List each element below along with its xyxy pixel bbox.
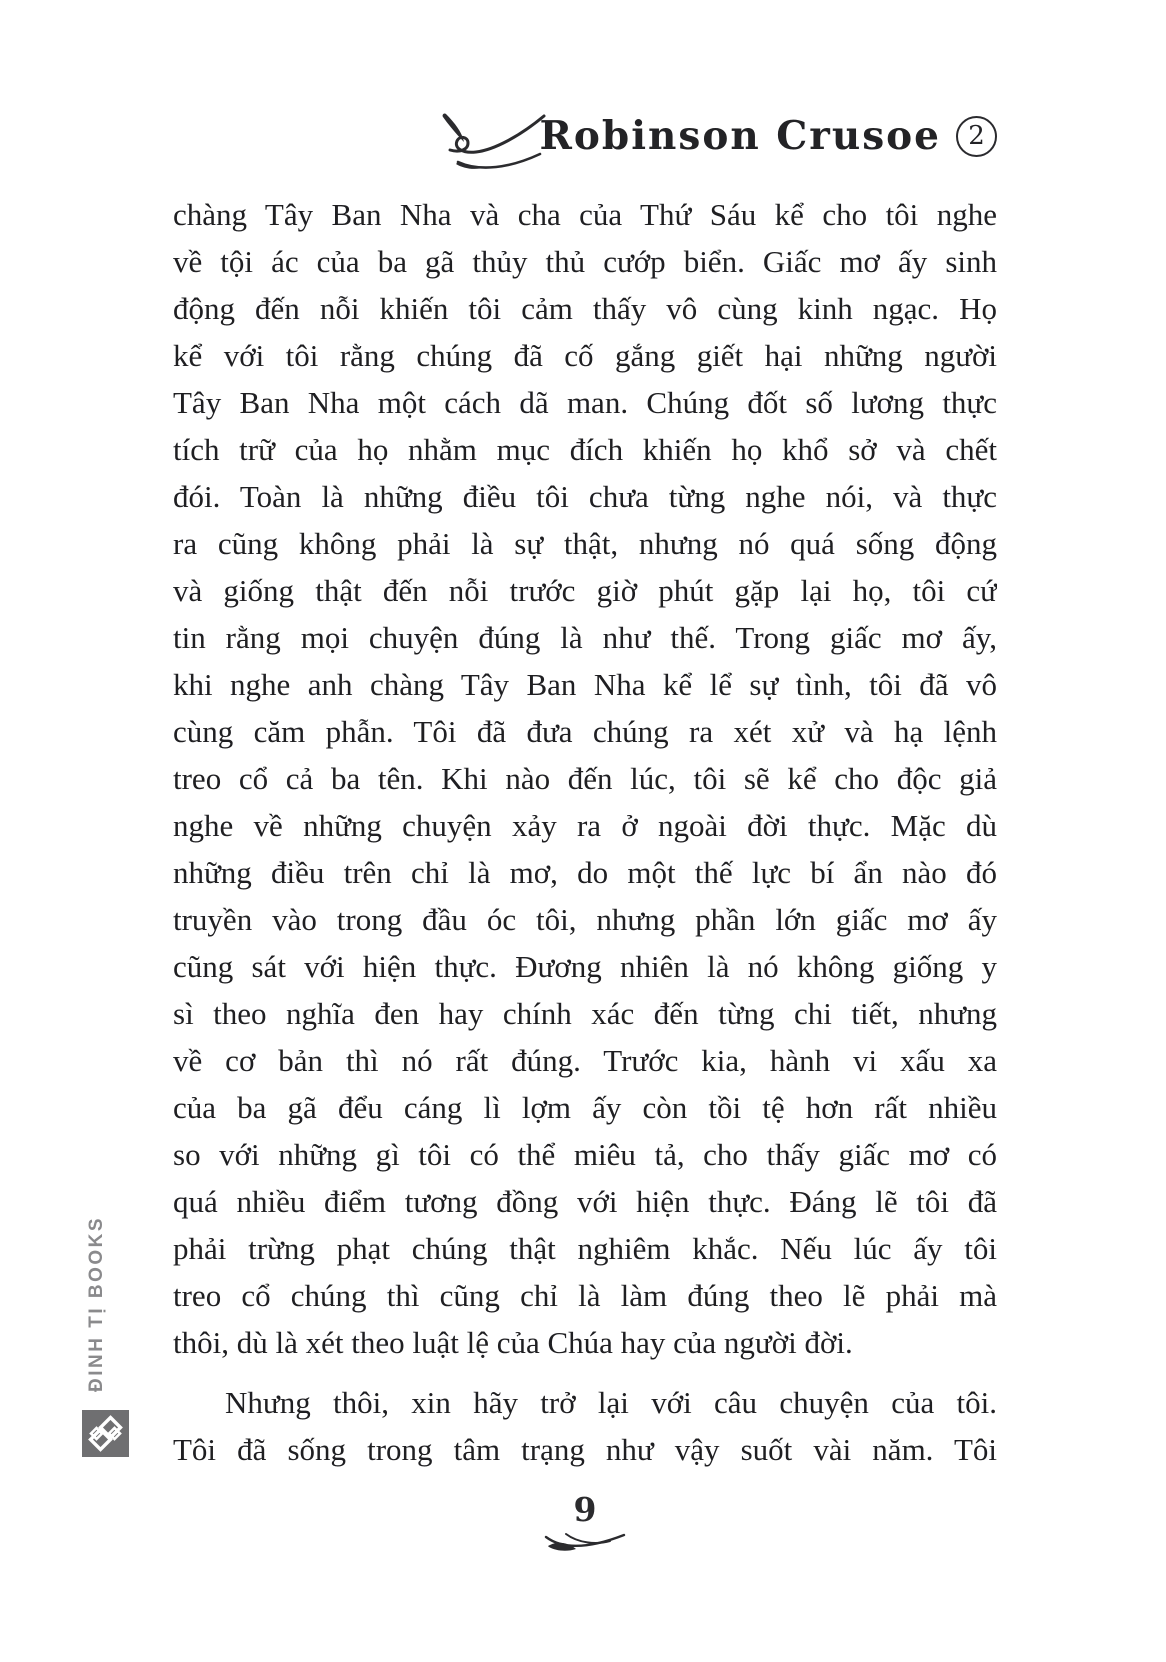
text-line: động đến nỗi khiến tôi cảm thấy vô cùng kinh ngạc. Họ: [173, 291, 997, 326]
text-line: cũng sát với hiện thực. Đương nhiên là nó không giống y: [173, 949, 997, 984]
text-line: của ba gã đểu cáng lì lợm ấy còn tồi tệ hơn rất nhiều: [173, 1090, 997, 1125]
paragraph: [173, 192, 997, 1367]
text-line: về cơ bản thì nó rất đúng. Trước kia, hành vi xấu xa: [173, 1043, 997, 1078]
text-line: sì theo nghĩa đen hay chính xác đến từng chi tiết, nhưng: [173, 996, 997, 1031]
paragraph: [173, 1380, 997, 1474]
text-line: treo cổ cả ba tên. Khi nào đến lúc, tôi sẽ kể cho độc giả: [173, 761, 997, 796]
text-line: ra cũng không phải là sự thật, nhưng nó quá sống động: [173, 526, 997, 561]
header-flourish-icon: [436, 110, 548, 188]
diamond-logo-icon: [82, 1410, 129, 1457]
text-line: chàng Tây Ban Nha và cha của Thứ Sáu kể cho tôi nghe: [173, 197, 997, 232]
text-line: Tôi đã sống trong tâm trạng như vậy suốt vài năm. Tôi: [173, 1432, 997, 1467]
text-line: truyền vào trong đầu óc tôi, nhưng phần lớn giấc mơ ấy: [173, 902, 997, 937]
body-text: [173, 192, 997, 1474]
book-title: Robinson Crusoe: [539, 113, 941, 159]
volume-number-badge: 2: [956, 116, 997, 157]
publisher-name: ĐINH TỊ BOOKS: [86, 1215, 107, 1392]
text-line: tích trữ của họ nhằm mục đích khiến họ khổ sở và chết: [173, 432, 997, 467]
text-line: nghe về những chuyện xảy ra ở ngoài đời thực. Mặc dù: [173, 808, 997, 843]
text-line: kể với tôi rằng chúng đã cố gắng giết hại những người: [173, 338, 997, 373]
page-header: [436, 96, 998, 176]
footer-flourish-icon: [540, 1529, 630, 1555]
text-line: quá nhiều điểm tương đồng với hiện thực. Đáng lẽ tôi đã: [173, 1184, 997, 1219]
text-line: Tây Ban Nha một cách dã man. Chúng đốt số lương thực: [173, 385, 997, 420]
page-footer: [173, 1492, 997, 1560]
page-number: 9: [573, 1490, 597, 1529]
publisher-logo: [82, 1410, 129, 1457]
text-line: treo cổ chúng thì cũng chỉ là làm đúng theo lẽ phải mà: [173, 1278, 997, 1313]
text-line: tin rằng mọi chuyện đúng là như thế. Trong giấc mơ ấy,: [173, 620, 997, 655]
text-line: thôi, dù là xét theo luật lệ của Chúa hay của người đời.: [173, 1325, 853, 1360]
text-line: cùng căm phẫn. Tôi đã đưa chúng ra xét xử và hạ lệnh: [173, 714, 997, 749]
text-line: những điều trên chỉ là mơ, do một thế lực bí ẩn nào đó: [173, 855, 997, 890]
text-line: so với những gì tôi có thể miêu tả, cho thấy giấc mơ có: [173, 1137, 997, 1172]
text-line: phải trừng phạt chúng thật nghiêm khắc. Nếu lúc ấy tôi: [173, 1231, 997, 1266]
text-line: Nhưng thôi, xin hãy trở lại với câu chuyện của tôi.: [225, 1385, 997, 1420]
text-line: khi nghe anh chàng Tây Ban Nha kể lể sự tình, tôi đã vô: [173, 667, 997, 702]
text-line: đói. Toàn là những điều tôi chưa từng nghe nói, và thực: [173, 479, 997, 514]
text-line: và giống thật đến nỗi trước giờ phút gặp lại họ, tôi cứ: [173, 573, 997, 608]
text-line: về tội ác của ba gã thủy thủ cướp biển. Giấc mơ ấy sinh: [173, 244, 997, 279]
